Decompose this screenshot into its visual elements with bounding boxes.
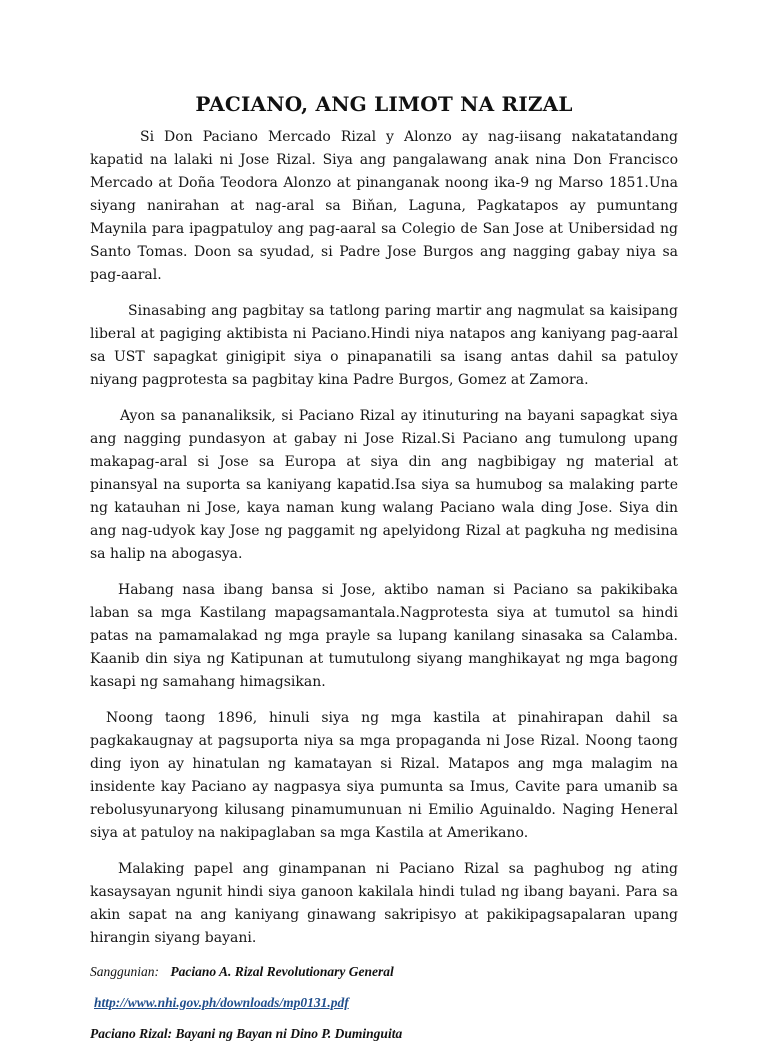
paragraph-6: Malaking papel ang ginampanan ni Paciano Rizal sa paghubog ng ating kasaysayan ngunit hindi siya ganoon kakilala hindi tulad ng ibang bayani. Para sa akin sapat na ang kaniyang ginawang sakripisyo at pakikipagsapalaran upang hirangin siyang bayani. xyxy=(90,861,678,946)
paragraph-2: Sinasabing ang pagbitay sa tatlong paring martir ang nagmulat sa kaisipang liberal at pagiging aktibista ni Paciano.Hindi niya natapos ang kaniyang pag-aaral sa UST sapagkat ginigipit siya o pinapanatili sa isang antas dahil sa patuloy niyang pagprotesta sa pagbitay kina Padre Burgos, Gomez at Zamora. xyxy=(90,303,678,388)
paragraph-3: Ayon sa pananaliksik, si Paciano Rizal ay itinuturing na bayani sapagkat siya ang nagging pundasyon at gabay ni Jose Rizal.Si Paciano ang tumulong upang makapag-aral si Jose sa Europa at siya din ang nagbibigay ng material at pinansyal na suporta sa kaniyang kapatid.Isa siya sa humubog sa malaking parte ng katauhan ni Jose, kaya naman kung walang Paciano wala ding Jose. Siya din ang nag-udyok kay Jose ng paggamit ng apelyidong Rizal at pagkuha ng medisina sa halip na abogasya. xyxy=(90,408,678,562)
reference-row-3 xyxy=(90,1025,678,1043)
reference-row-2 xyxy=(90,994,678,1012)
reference-row-1 xyxy=(90,963,678,981)
page-title: PACIANO, ANG LIMOT NA RIZAL xyxy=(195,92,573,116)
paragraph-4: Habang nasa ibang bansa si Jose, aktibo naman si Paciano sa pakikibaka laban sa mga Kastilang mapagsamantala.Nagprotesta siya at tumutol sa hindi patas na pamamalakad ng mga prayle sa lupang kanilang sinasaka sa Calamba. Kaanib din siya ng Katipunan at tumutulong siyang manghikayat ng mga bagong kasapi ng samahang himagsikan. xyxy=(90,582,678,690)
paragraph-5: Noong taong 1896, hinuli siya ng mga kastila at pinahirapan dahil sa pagkakaugnay at pagsuporta niya sa mga propaganda ni Jose Rizal. Noong taong ding iyon ay hinatulan ng kamatayan si Rizal. Matapos ang mga malagim na insidente kay Paciano ay nagpasya siya pumunta sa Imus, Cavite para umanib sa rebolusyunaryong kilusang pinamumunuan ni Emilio Aguinaldo. Naging Heneral siya at patuloy na nakipaglaban sa mga Kastila at Amerikano. xyxy=(90,710,678,841)
reference-link[interactable]: http://www.nhi.gov.ph/downloads/mp0131.pdf xyxy=(94,995,349,1010)
reference-source-2: Paciano Rizal: Bayani ng Bayan ni Dino P. Duminguita xyxy=(90,1026,403,1041)
reference-source-1: Paciano A. Rizal Revolutionary General xyxy=(170,964,394,979)
references xyxy=(90,963,678,1043)
paragraph-1: Si Don Paciano Mercado Rizal y Alonzo ay nag-iisang nakatatandang kapatid na lalaki ni Jose Rizal. Siya ang pangalawang anak nina Don Francisco Mercado at Doña Teodora Alonzo at pinanganak noong ika-9 ng Marso 1851.Una siyang nanirahan at nag-aral sa Biňan, Laguna, Pagkatapos ay pumuntang Maynila para ipagpatuloy ang pag-aaral sa Colegio de San Jose at Unibersidad ng Santo Tomas. Doon sa syudad, si Padre Jose Burgos ang nagging gabay niya sa pag-aaral. xyxy=(90,129,678,283)
references-label: Sanggunian: xyxy=(90,964,159,979)
